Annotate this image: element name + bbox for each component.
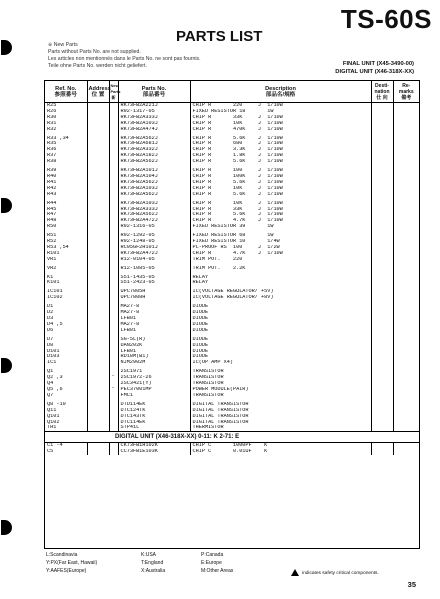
cell-description: TRANSISTOR [190,381,371,387]
col-address: Address 位 置 [87,81,109,103]
cell-ref: VR2 [45,266,87,272]
cell-ref: R35 [45,141,87,147]
cell-ref: K101 [45,280,87,286]
cell-parts-no: RK73FB2A562J [118,159,190,165]
cell-parts-no: DTC124TK [118,408,190,414]
cell-ref: R31 [45,121,87,127]
cell-ref: D6 [45,328,87,334]
cell-ref: IC102 [45,295,87,301]
table-body [45,103,419,456]
punch-hole [1,40,12,55]
cell-ref: R51 [45,233,87,239]
digital-unit-label: DIGITAL UNIT (X46-318X-XX) [335,69,414,75]
cell-ref: D2 [45,310,87,316]
cell-parts-no: RK73FB2A474J [118,127,190,133]
cell-ref: R41 [45,180,87,186]
cell-parts-no: S51-1435-05 [118,275,190,281]
cell-description: CHIP R 33K J 1/10W [190,115,371,121]
cell-parts-no: FMC1 [118,393,190,399]
cell-ref: IC1 [45,360,87,366]
cell-ref: R42 [45,186,87,192]
cell-ref: R40 [45,174,87,180]
cell-ref: R26 [45,109,87,115]
cell-description: TRIM POT. 220 [190,257,371,263]
cell-description: DIODE [190,354,371,360]
col-parts-no: Parts No. 部品番号 [118,81,190,103]
cell-parts-no: SG-5L(R) [118,337,190,343]
cell-parts-no: DTD114EK [118,402,190,408]
cell-ref: Q7 [45,393,87,399]
page-title: PARTS LIST [176,28,263,45]
cell-ref: K1 [45,275,87,281]
cell-ref: TH1 [45,425,87,431]
cell-ref: R25 [45,103,87,109]
cell-description: CHIP R 220 J 1/10W [190,103,371,109]
cell-parts-no: UPC7805H [118,289,190,295]
col-destination: Desti- nation 仕 向 [371,81,393,103]
legend-item: K:USA [141,552,157,558]
model-number: TS-60S [340,4,432,34]
cell-description: TRANSISTOR [190,393,371,399]
col-new-parts: New Parts 新 [109,81,118,103]
cell-ref: Q8 -10 [45,402,87,408]
table-row [45,449,419,455]
legend-item: L:Scandinavia [46,552,78,558]
cell-description: TRIM POT. 2.2K [190,266,371,272]
cell-ref: VR1 [45,257,87,263]
cell-parts-no: RK73FB2A562J [118,180,190,186]
cell-parts-no: MA27-8 [118,304,190,310]
cell-parts-no: RK73FB2A221J [118,103,190,109]
safety-note [291,569,379,576]
col-description: Description 部品名/規格 [190,81,371,103]
destination-legend [46,551,233,575]
legend-item: T:England [141,560,164,566]
cell-new-parts: * [109,375,118,381]
cell-description: DIODE [190,304,371,310]
cell-ref: R37 [45,153,87,159]
cell-ref: R47 [45,212,87,218]
cell-description: CHIP R 5.6K J 1/10W [190,136,371,142]
cell-ref: D101 [45,349,87,355]
cell-ref: Q102 [45,420,87,426]
cell-parts-no: R92-1316-05 [118,224,190,230]
cell-description: DIODE [190,337,371,343]
cell-description: CHIP R 5.6K J 1/10W [190,159,371,165]
cell-ref: R32 [45,127,87,133]
note-line: Parts without Parts No. are not supplied. [48,49,141,55]
cell-ref: R48 [45,218,87,224]
parts-table [44,80,420,549]
cell-description: FIXED RESISTOR 68 1W [190,233,371,239]
cell-ref: D103 [45,354,87,360]
cell-description: DIODE [190,328,371,334]
cell-parts-no: 2SC1971 [118,369,190,375]
cell-parts-no: RK73FB2A101J [118,168,190,174]
cell-ref: R33 ,34 [45,136,87,142]
cell-description: FIXED RESISTOR 18 1W [190,109,371,115]
cell-parts-no: RK73FB2A681J [118,141,190,147]
cell-description: FIXED RESISTOR 10 1/4W [190,239,371,245]
col-remarks: Re- marks 備考 [393,81,419,103]
cell-description: CHIP R 680 J 1/10W [190,141,371,147]
cell-parts-no: RK73FB2A472J [118,251,190,257]
cell-parts-no: LFB01 [118,349,190,355]
cell-parts-no: S51-2423-05 [118,280,190,286]
cell-description: DIODE [190,343,371,349]
page-number: 35 [407,580,416,589]
cell-description: POWER MODULE(PAIR) [190,387,371,393]
cell-parts-no: RK73FB2A103J [118,186,190,192]
cell-description: CHIP C 1000PF K [190,443,371,449]
cell-parts-no: RK73FB2A472J [118,218,190,224]
safety-note-text: indicates safety critical components. [302,570,379,576]
cell-parts-no: CC73FB1E103K [118,449,190,455]
cell-ref: D4 ,5 [45,322,87,328]
cell-parts-no: NJM2902M [118,360,190,366]
cell-ref: D1 [45,304,87,310]
cell-parts-no: 2SC1972-26 [118,375,190,381]
section-header-row [45,432,419,443]
cell-parts-no: DAN202K [118,343,190,349]
legend-item: X:Australia [141,568,166,574]
cell-parts-no: RK73FB2A562J [118,136,190,142]
punch-hole [1,358,12,373]
col-ref: Ref. No. 参照番号 [45,81,87,103]
cell-new-parts: * [109,387,118,393]
legend-line [46,551,233,559]
cell-ref: Q11 [45,408,87,414]
cell-description: DIODE [190,316,371,322]
cell-parts-no: RK73FB2A104J [118,174,190,180]
cell-ref: R50 [45,224,87,230]
cell-ref: R38 [45,159,87,165]
cell-description: CHIP R 10K J 1/10W [190,201,371,207]
cell-ref: R45 [45,207,87,213]
cell-description: DIGITAL TRANSISTOR [190,402,371,408]
cell-description: FIXED RESISTOR 39 1W [190,224,371,230]
cell-description: CHIP R 100 J 1/10W [190,168,371,174]
cell-description: TRANSISTOR [190,375,371,381]
legend-line [46,559,233,567]
cell-ref: R44 [45,201,87,207]
cell-parts-no: R12-1085-05 [118,266,190,272]
cell-description: CHIP R 4.7K J 1/10W [190,251,371,257]
cell-parts-no: DTC114EK [118,420,190,426]
cell-parts-no: RK73FB2A562J [118,192,190,198]
cell-ref: R39 [45,168,87,174]
cell-address [87,449,109,455]
cell-ref: Q2 ,3 [45,375,87,381]
legend-line [46,567,233,575]
cell-ref: D3 [45,316,87,322]
legend-item: E:Europe [201,560,222,566]
cell-description: CHIP R 4.7K J 1/10W [190,218,371,224]
cell-description: CHIP R 3.3K J 1/10W [190,147,371,153]
cell-description: CHIP R 1.8K J 1/10W [190,153,371,159]
cell-ref: R52 [45,239,87,245]
cell-ref: Q4 [45,381,87,387]
cell-parts-no: RK73FB2A182J [118,153,190,159]
cell-parts-no: UPC7808H [118,295,190,301]
cell-description: DIGITAL TRANSISTOR [190,414,371,420]
note-line: ※ New Parts [48,42,78,48]
cell-parts-no: R92-1292-05 [118,233,190,239]
cell-ref: R43 [45,192,87,198]
cell-parts-no: RK73FB2A333J [118,207,190,213]
cell-parts-no: RK73FB2A562J [118,212,190,218]
table-header-row [45,81,419,103]
cell-parts-no: RK73FB2A103J [118,121,190,127]
cell-description: CHIP R 5.6K J 1/10W [190,192,371,198]
cell-description: CHIP R 5.6K J 1/10W [190,212,371,218]
cell-description: RELAY [190,275,371,281]
cell-ref: Q5 ,6 [45,387,87,393]
cell-parts-no: DTC143TK [118,414,190,420]
cell-ref: R53 ,54 [45,245,87,251]
cell-parts-no: MA27-8 [118,310,190,316]
cell-description: CHIP R 10K J 1/10W [190,186,371,192]
punch-hole [1,198,12,213]
cell-description: CHIP C 0.01UF K [190,449,371,455]
cell-parts-no: RC05GF2H101J [118,245,190,251]
cell-ref: D7 [45,337,87,343]
cell-ref: R101 [45,251,87,257]
note-line: Teile ohne Parts No. werden nicht geliefert. [48,63,147,69]
cell-parts-no: RK73FB2A332J [118,147,190,153]
warning-triangle-icon [291,569,299,576]
cell-ref: C5 [45,449,87,455]
cell-description: DIODE [190,349,371,355]
cell-parts-no: R92-1317-05 [118,109,190,115]
cell-parts-no: RK73FB2A333J [118,115,190,121]
cell-description: CHIP R 10K J 1/10W [190,121,371,127]
cell-parts-no: PEC37001MP [118,387,190,393]
legend-item: Y:PX(Far East, Hawaii) [46,560,98,566]
cell-ref: R30 [45,115,87,121]
cell-description: DIGITAL TRANSISTOR [190,420,371,426]
cell-ref: D8 [45,343,87,349]
cell-ref: IC101 [45,289,87,295]
note-line: Les articles non mentionnés dans le Parts No. ne sont pas fournis. [48,56,201,62]
cell-destination [371,449,393,455]
cell-description: CHIP R 100K J 1/10W [190,174,371,180]
cell-description: DIODE [190,310,371,316]
legend-item: Y:AAFES(Europe) [46,568,87,574]
cell-parts-no: CK73FB1H102K [118,443,190,449]
cell-description: IC(OP AMP X4) [190,360,371,366]
cell-parts-no: R12-0104-05 [118,257,190,263]
section-title: DIGITAL UNIT (X46-318X-XX) 0-11: K 2-71: E [45,432,419,443]
cell-ref: Q101 [45,414,87,420]
cell-description: CHIP R 33K J 1/10W [190,207,371,213]
cell-new-parts [109,449,118,455]
cell-remarks [393,449,419,455]
final-unit-label: FINAL UNIT (X45-3490-00) [342,61,414,67]
cell-parts-no: LFB01 [118,316,190,322]
cell-description: THERMISTOR [190,425,371,431]
cell-description: CHIP R 5.6K J 1/10W [190,180,371,186]
cell-description: RELAY [190,280,371,286]
parts-notes [48,42,201,70]
cell-description: IC(VOLTAGE REGULATOR/ +8V) [190,295,371,301]
cell-parts-no: MA27-8 [118,322,190,328]
cell-description: DIODE [190,322,371,328]
cell-description: PL-PROOF RS 100 J 1/2W [190,245,371,251]
cell-parts-no: LFB01 [118,328,190,334]
cell-parts-no: RD18M(B1) [118,354,190,360]
cell-ref: C1 -4 [45,443,87,449]
cell-description: DIGITAL TRANSISTOR [190,408,371,414]
cell-parts-no: 2SC3421(Y) [118,381,190,387]
cell-parts-no: STP41L [118,425,190,431]
cell-ref: Q1 [45,369,87,375]
cell-parts-no: RK73FB2A103J [118,201,190,207]
cell-description: TRANSISTOR [190,369,371,375]
legend-item: P:Canada [201,552,224,558]
cell-description: CHIP R 470K J 1/10W [190,127,371,133]
cell-parts-no: R92-1248-05 [118,239,190,245]
legend-item: M:Other Areas [201,568,234,574]
cell-ref: R36 [45,147,87,153]
cell-description: IC(VOLTAGE REGULATOR/ +5V) [190,289,371,295]
punch-hole [1,520,12,535]
